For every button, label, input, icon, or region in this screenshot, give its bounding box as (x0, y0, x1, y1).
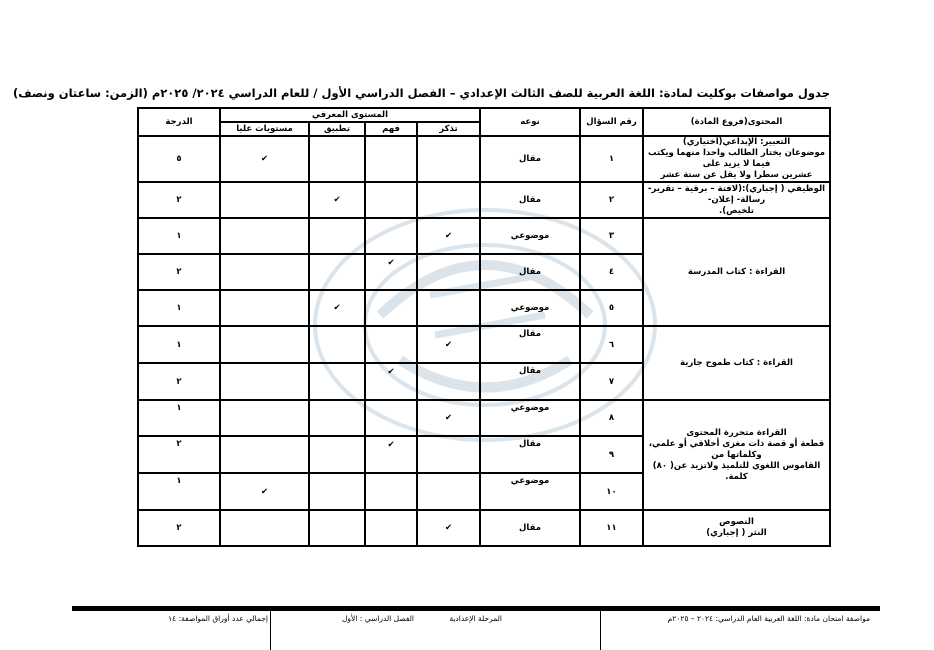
check-icon: ✔ (365, 254, 417, 290)
cell-apply (309, 473, 365, 510)
table-row (138, 400, 830, 436)
check-icon: ✔ (220, 136, 309, 182)
content-cell-reading-unseen (643, 400, 830, 510)
question-type: موضوعي (480, 400, 580, 436)
content-line: التعبير: الإبداعي(اختياري) (682, 137, 791, 147)
footer-separator (270, 611, 271, 650)
score: ٥ (138, 136, 220, 182)
cell-understand (365, 182, 417, 218)
question-type: موضوعي (480, 290, 580, 326)
check-icon: ✔ (417, 326, 480, 363)
cell-apply (309, 218, 365, 254)
score: ٢ (138, 182, 220, 218)
content-cell-expression-creative (643, 136, 830, 182)
content-line: القاموس اللغوي للتلميذ ولاتزيد عن( ٨٠) كلمة. (652, 460, 821, 482)
cell-remember (417, 182, 480, 218)
specification-table (137, 107, 831, 547)
header-score: الدرجة (138, 108, 220, 136)
score: ١ (138, 290, 220, 326)
cell-higher (220, 363, 309, 400)
content-line: النصوص (719, 517, 754, 527)
header-understand: فهم (365, 122, 417, 136)
check-icon: ✔ (417, 218, 480, 254)
cell-remember (417, 363, 480, 400)
content-line: تلخيص). (719, 205, 754, 216)
content-line: موضوعان يختار الطالب واحدا منهما ويكتب فيما لا يزيد على (647, 148, 826, 169)
footer-total-pages: إجمالي عدد أوراق المواصفة: ١٤ (168, 614, 268, 623)
check-icon: ✔ (309, 182, 365, 218)
question-number: ٨ (580, 400, 643, 436)
content-line: القراءة : كتاب المدرسة (687, 266, 786, 277)
content-cell-texts-prose (643, 510, 830, 546)
check-icon: ✔ (309, 290, 365, 326)
score: ٢ (138, 436, 220, 473)
question-number: ٥ (580, 290, 643, 326)
content-cell-expression-functional (643, 182, 830, 218)
content-cell-reading-school-book (643, 218, 830, 326)
cell-apply (309, 510, 365, 546)
cell-higher (220, 290, 309, 326)
score: ١ (138, 473, 220, 510)
score: ٢ (138, 363, 220, 400)
cell-apply (309, 436, 365, 473)
question-number: ١٠ (580, 473, 643, 510)
header-higher-levels: مستويات عليا (220, 122, 309, 136)
cell-apply (309, 136, 365, 182)
question-number: ٩ (580, 436, 643, 473)
table-row (138, 136, 830, 182)
score: ١ (138, 218, 220, 254)
cell-understand (365, 326, 417, 363)
cell-apply (309, 400, 365, 436)
header-type: نوعه (480, 108, 580, 136)
cell-understand (365, 510, 417, 546)
question-number: ٧ (580, 363, 643, 400)
footer-stage: المرحلة الإعدادية (449, 614, 502, 623)
question-type: موضوعي (480, 473, 580, 510)
cell-apply (309, 363, 365, 400)
cell-understand (365, 136, 417, 182)
question-number: ٢ (580, 182, 643, 218)
cell-understand (365, 400, 417, 436)
cell-understand (365, 218, 417, 254)
check-icon: ✔ (417, 400, 480, 436)
question-number: ٣ (580, 218, 643, 254)
question-number: ١١ (580, 510, 643, 546)
header-apply: تطبيق (309, 122, 365, 136)
question-number: ١ (580, 136, 643, 182)
content-line: قطعة أو قصة ذات مغزى أخلاقي أو علمي، وكلماتها من (648, 438, 825, 460)
cell-remember (417, 436, 480, 473)
score: ١ (138, 400, 220, 436)
footer-term: الفصل الدراسي : الأول (341, 614, 414, 623)
cell-remember (417, 290, 480, 326)
check-icon: ✔ (365, 436, 417, 473)
score: ٢ (138, 254, 220, 290)
check-icon: ✔ (365, 363, 417, 400)
content-line: النثر ( إجباري) (706, 528, 767, 538)
header-cognitive-level: المستوى المعرفي (220, 108, 480, 122)
question-type: مقال (480, 136, 580, 182)
question-type: موضوعي (480, 218, 580, 254)
question-type: مقال (480, 510, 580, 546)
header-remember: تذكر (417, 122, 480, 136)
question-type: مقال (480, 254, 580, 290)
cell-remember (417, 254, 480, 290)
score: ١ (138, 326, 220, 363)
cell-higher (220, 218, 309, 254)
cell-higher (220, 254, 309, 290)
cell-apply (309, 254, 365, 290)
footer-exam-spec: مواصفة امتحان مادة: اللغة العربية العام الدراسي: ٢٠٢٤ – ٢٠٢٥م (667, 614, 870, 623)
cell-understand (365, 290, 417, 326)
cell-higher (220, 436, 309, 473)
score: ٢ (138, 510, 220, 546)
cell-higher (220, 510, 309, 546)
footer-separator (600, 611, 601, 650)
cell-apply (309, 326, 365, 363)
table-row (138, 510, 830, 546)
question-number: ٤ (580, 254, 643, 290)
table-row (138, 218, 830, 254)
cell-understand (365, 473, 417, 510)
header-question-number: رقم السؤال (580, 108, 643, 136)
question-type: مقال (480, 436, 580, 473)
question-number: ٦ (580, 326, 643, 363)
check-icon: ✔ (220, 473, 309, 510)
content-line: الوظيفي ( إجباري):(لافتة – برقية – تقرير- رسالة- إعلان- (647, 183, 826, 205)
content-line: القراءة : كتاب طموح جارية (680, 357, 793, 368)
document-title: جدول مواصفات بوكليت لمادة: اللغة العربية للصف الثالث الإعدادي – الفصل الدراسي الأول / للعام الدراسي ٢٠٢٤/ ٢٠٢٥م (الزمن: ساعتان ونصف) (13, 86, 830, 100)
content-line: عشرين سطرا ولا يقل عن ستة عشر (660, 170, 813, 180)
cell-higher (220, 400, 309, 436)
table-row (138, 182, 830, 218)
table-row (138, 326, 830, 363)
cell-higher (220, 182, 309, 218)
question-type: مقال (480, 182, 580, 218)
cell-remember (417, 136, 480, 182)
header-content: المحتوى(فروع المادة) (643, 108, 830, 136)
content-cell-reading-tomooh (643, 326, 830, 400)
question-type: مقال (480, 363, 580, 400)
cell-remember (417, 473, 480, 510)
content-line: القراءة متحررة المحتوى (686, 427, 787, 438)
question-type: مقال (480, 326, 580, 363)
cell-higher (220, 326, 309, 363)
footer-divider (72, 606, 880, 611)
check-icon: ✔ (417, 510, 480, 546)
